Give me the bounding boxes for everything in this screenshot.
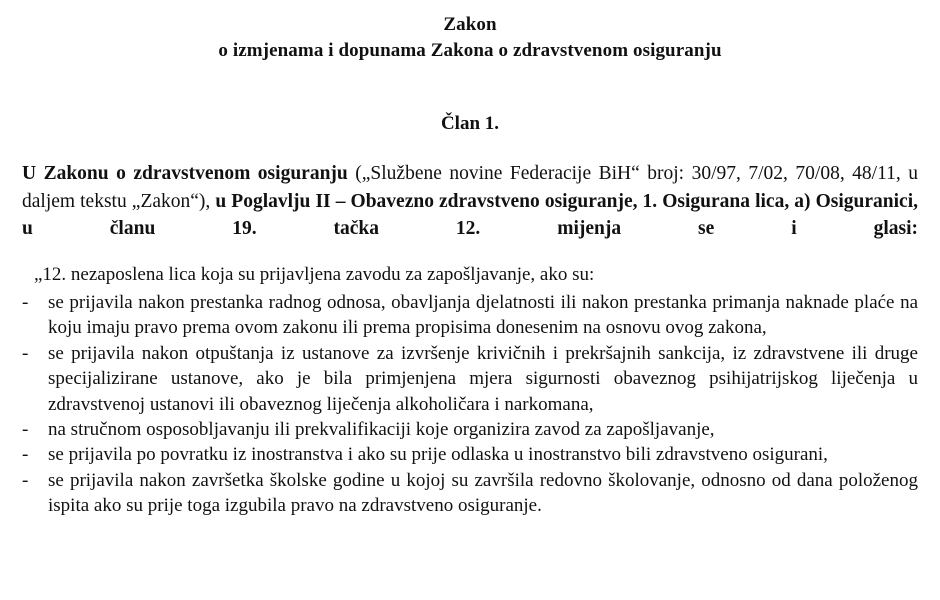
intro-bold-segment-2: u Poglavlju II – Obavezno zdravstveno osiguranje, 1. Osigurana lica, a) Osiguranici, u članu 19. tačka 12. mijenja se i glasi:	[22, 190, 918, 239]
list-item	[22, 417, 918, 442]
list-lead-in: „12. nezaposlena lica koja su prijavljena zavodu za zapošljavanje, ako su:	[34, 264, 595, 285]
list-item-text: se prijavila nakon završetka školske godine u kojoj su završila redovno školovanje, odnosno od dana položenog ispita ako su prije toga izgubila pravo na zdravstveno osiguranje.	[48, 469, 918, 517]
dash-bullet-icon: -	[22, 342, 29, 364]
dash-bullet-icon: -	[22, 469, 29, 491]
article-heading: Član 1.	[440, 113, 500, 134]
dash-bullet-icon: -	[22, 419, 29, 441]
list-item	[22, 442, 918, 467]
intro-paragraph	[22, 160, 918, 243]
list-item-text: se prijavila po povratku iz inostranstva i ako su prije odlaska u inostranstvo bili zdravstveno osigurani,	[48, 444, 828, 466]
list-item	[22, 290, 918, 341]
list-item-text: se prijavila nakon otpuštanja iz ustanove za izvršenje krivičnih i prekršajnih sankcija, iz zdravstvene ili druge specijalizirane ustanove, ako je bila primjenjena mjera sigurnosti obaveznog psihijatrijskog liječenja u zdravstvenoj ustanovi ili obaveznog liječenja alkoholičara i narkomana,	[48, 342, 918, 415]
list-item	[22, 341, 918, 417]
dash-bullet-icon: -	[22, 444, 29, 466]
dash-bullet-icon: -	[22, 292, 29, 313]
document-title	[22, 12, 918, 64]
list-item-text: se prijavila nakon prestanka radnog odnosa, obavljanja djelatnosti ili nakon prestanka primanja naknade plaće na koju imaju pravo prema ovom zakonu ili prema propisima donesenim na osnovu ovog zakona,	[48, 292, 918, 339]
list-item	[22, 468, 918, 519]
intro-regular-segment: („Službene novine Federacije BiH“ broj: 30/97, 7/02, 70/08, 48/11, u daljem tekstu „Zakon“),	[22, 163, 918, 212]
document-title-line-2: o izmjenama i dopunama Zakona o zdravstvenom osiguranju	[218, 40, 722, 61]
list-item-text: na stručnom osposobljavanju ili prekvalifikaciji koje organizira zavod za zapošljavanje,	[48, 419, 715, 441]
document-title-line-1: Zakon	[443, 14, 497, 35]
conditions-list	[22, 290, 918, 519]
intro-bold-segment-1: U Zakonu o zdravstvenom osiguranju	[22, 163, 348, 184]
